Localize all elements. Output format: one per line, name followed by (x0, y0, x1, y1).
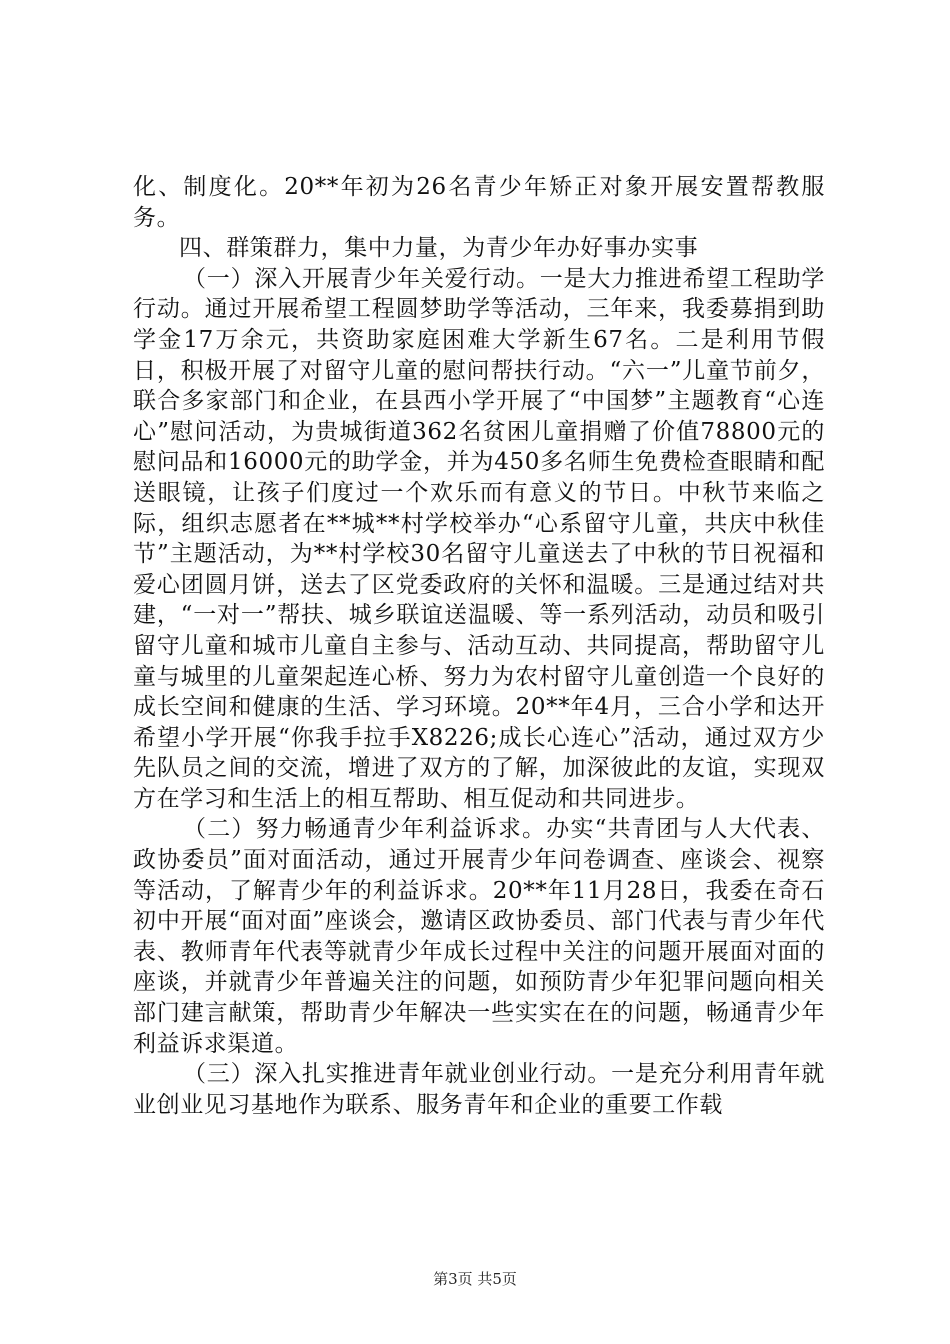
paragraph-care-action: （一）深入开展青少年关爱行动。一是大力推进希望工程助学行动。通过开展希望工程圆梦助学等活动，三年来，我委募捐到助学金17万余元，共资助家庭困难大学新生67名。二是利用节假日，积极开展了对留守儿童的慰问帮扶行动。“六一”儿童节前夕，联合多家部门和企业，在县西小学开展了“中国梦”主题教育“心连心”慰问活动，为贵城街道362名贫困儿童捐赠了价值78800元的慰问品和16000元的助学金，并为450多名师生免费检查眼睛和配送眼镜，让孩子们度过一个欢乐而有意义的节日。中秋节来临之际，组织志愿者在**城**村学校举办“心系留守儿童，共庆中秋佳节”主题活动，为**村学校30名留守儿童送去了中秋的节日祝福和爱心团圆月饼，送去了区党委政府的关怀和温暖。三是通过结对共建，“一对一”帮扶、城乡联谊送温暖、等一系列活动，动员和吸引留守儿童和城市儿童自主参与、活动互动、共同提高，帮助留守儿童与城里的儿童架起连心桥、努力为农村留守儿童创造一个良好的成长空间和健康的生活、学习环境。20**年4月，三合小学和达开希望小学开展“你我手拉手X8226;成长心连心”活动，通过双方少先队员之间的交流，增进了双方的了解，加深彼此的友谊，实现双方在学习和生活上的相互帮助、相互促动和共同进步。 (133, 265, 825, 812)
document-body (133, 172, 825, 1120)
page-number-footer: 第3页 共5页 (433, 1270, 517, 1288)
paragraph-interest-appeal: （二）努力畅通青少年利益诉求。办实“共青团与人大代表、政协委员”面对面活动，通过开展青少年问卷调查、座谈会、视察等活动，了解青少年的利益诉求。20**年11月28日，我委在奇石初中开展“面对面”座谈会，邀请区政协委员、部门代表与青少年代表、教师青年代表等就青少年成长过程中关注的问题开展面对面的座谈，并就青少年普遍关注的问题，如预防青少年犯罪问题向相关部门建言献策，帮助青少年解决一些实实在在的问题，畅通青少年利益诉求渠道。 (133, 816, 825, 1057)
paragraph-employment: （三）深入扎实推进青年就业创业行动。一是充分利用青年就业创业见习基地作为联系、服务青年和企业的重要工作载 (133, 1061, 825, 1118)
paragraph-continuation: 化、制度化。20**年初为26名青少年矫正对象开展安置帮教服务。 (133, 174, 825, 231)
section-heading: 四、群策群力，集中力量，为青少年办好事办实事 (179, 235, 699, 262)
